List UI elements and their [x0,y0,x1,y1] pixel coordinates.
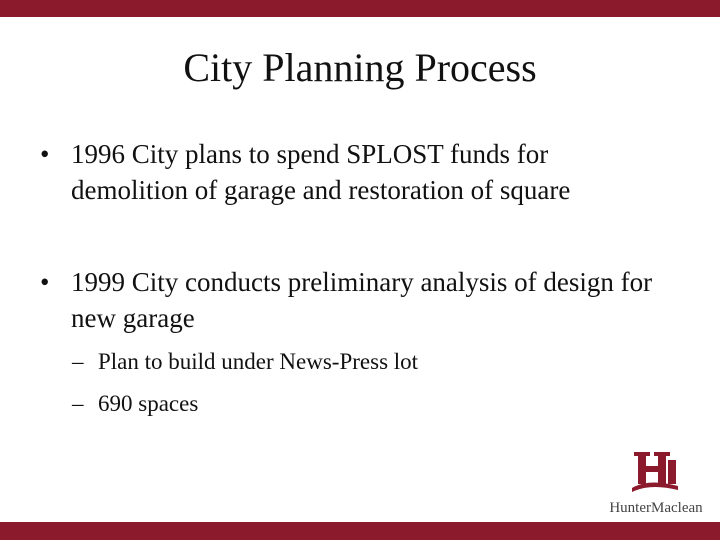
bullet-text: 1996 City plans to spend SPLOST funds for demolition of garage and restoration of square [71,139,571,205]
sub-bullet-item [72,389,672,419]
bullet-text: 1999 City conducts preliminary analysis of design for new garage [71,267,653,333]
slide-title: City Planning Process [183,45,537,90]
hunter-maclean-h-icon [628,448,684,496]
bullet-item [40,136,680,208]
sub-bullet-marker: – [72,349,84,374]
bullet-marker: • [40,139,50,169]
bottom-accent-bar [0,522,720,540]
bullet-marker: • [40,267,50,297]
top-accent-bar [0,0,720,17]
sub-bullet-marker: – [72,391,84,416]
company-logo [600,448,712,520]
sub-bullet-item [72,347,672,377]
logo-text: HunterMaclean [609,500,703,516]
sub-bullet-text: 690 spaces [98,391,199,416]
sub-bullet-text: Plan to build under News-Press lot [98,349,419,374]
bullet-item [40,264,680,336]
